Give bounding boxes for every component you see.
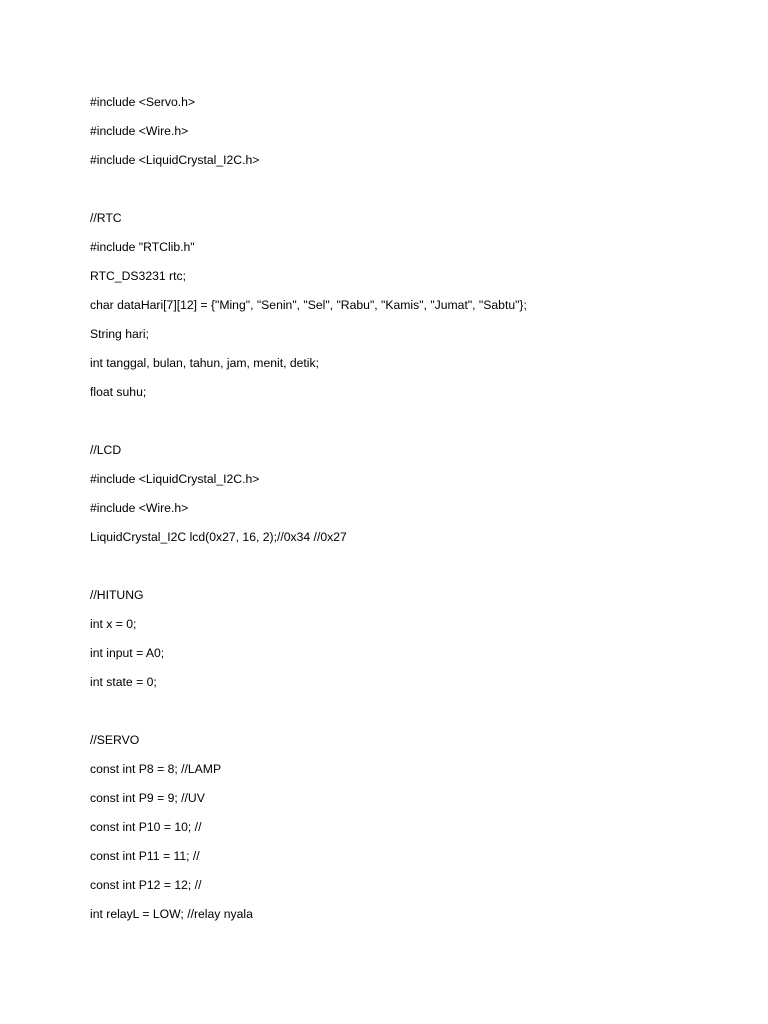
code-line: const int P9 = 9; //UV: [90, 791, 205, 805]
code-line: //RTC: [90, 211, 122, 225]
code-line: String hari;: [90, 327, 149, 341]
code-line: int relayL = LOW; //relay nyala: [90, 907, 253, 921]
code-line: #include <Wire.h>: [90, 124, 189, 138]
code-line: const int P10 = 10; //: [90, 820, 202, 834]
code-text-block: [90, 93, 730, 934]
code-line: //LCD: [90, 443, 122, 457]
blank-line: [90, 412, 730, 441]
code-line: //HITUNG: [90, 588, 144, 602]
blank-line: [90, 702, 730, 731]
code-line: const int P8 = 8; //LAMP: [90, 762, 222, 776]
code-line: //SERVO: [90, 733, 140, 747]
code-line: #include <Wire.h>: [90, 501, 189, 515]
code-line: int x = 0;: [90, 617, 137, 631]
code-line: int state = 0;: [90, 675, 157, 689]
code-line: int tanggal, bulan, tahun, jam, menit, detik;: [90, 356, 319, 370]
code-line: RTC_DS3231 rtc;: [90, 269, 186, 283]
blank-line: [90, 180, 730, 209]
code-line: #include <Servo.h>: [90, 95, 196, 109]
code-line: #include <LiquidCrystal_I2C.h>: [90, 153, 260, 167]
blank-line: [90, 557, 730, 586]
code-line: #include <LiquidCrystal_I2C.h>: [90, 472, 260, 486]
code-line: const int P12 = 12; //: [90, 878, 202, 892]
code-line: LiquidCrystal_I2C lcd(0x27, 16, 2);//0x34 //0x27: [90, 530, 347, 544]
code-line: const int P11 = 11; //: [90, 849, 200, 863]
code-line: char dataHari[7][12] = {"Ming", "Senin", "Sel", "Rabu", "Kamis", "Jumat", "Sabtu"};: [90, 298, 527, 312]
code-line: float suhu;: [90, 385, 147, 399]
code-line: int input = A0;: [90, 646, 165, 660]
code-line: #include "RTClib.h": [90, 240, 195, 254]
